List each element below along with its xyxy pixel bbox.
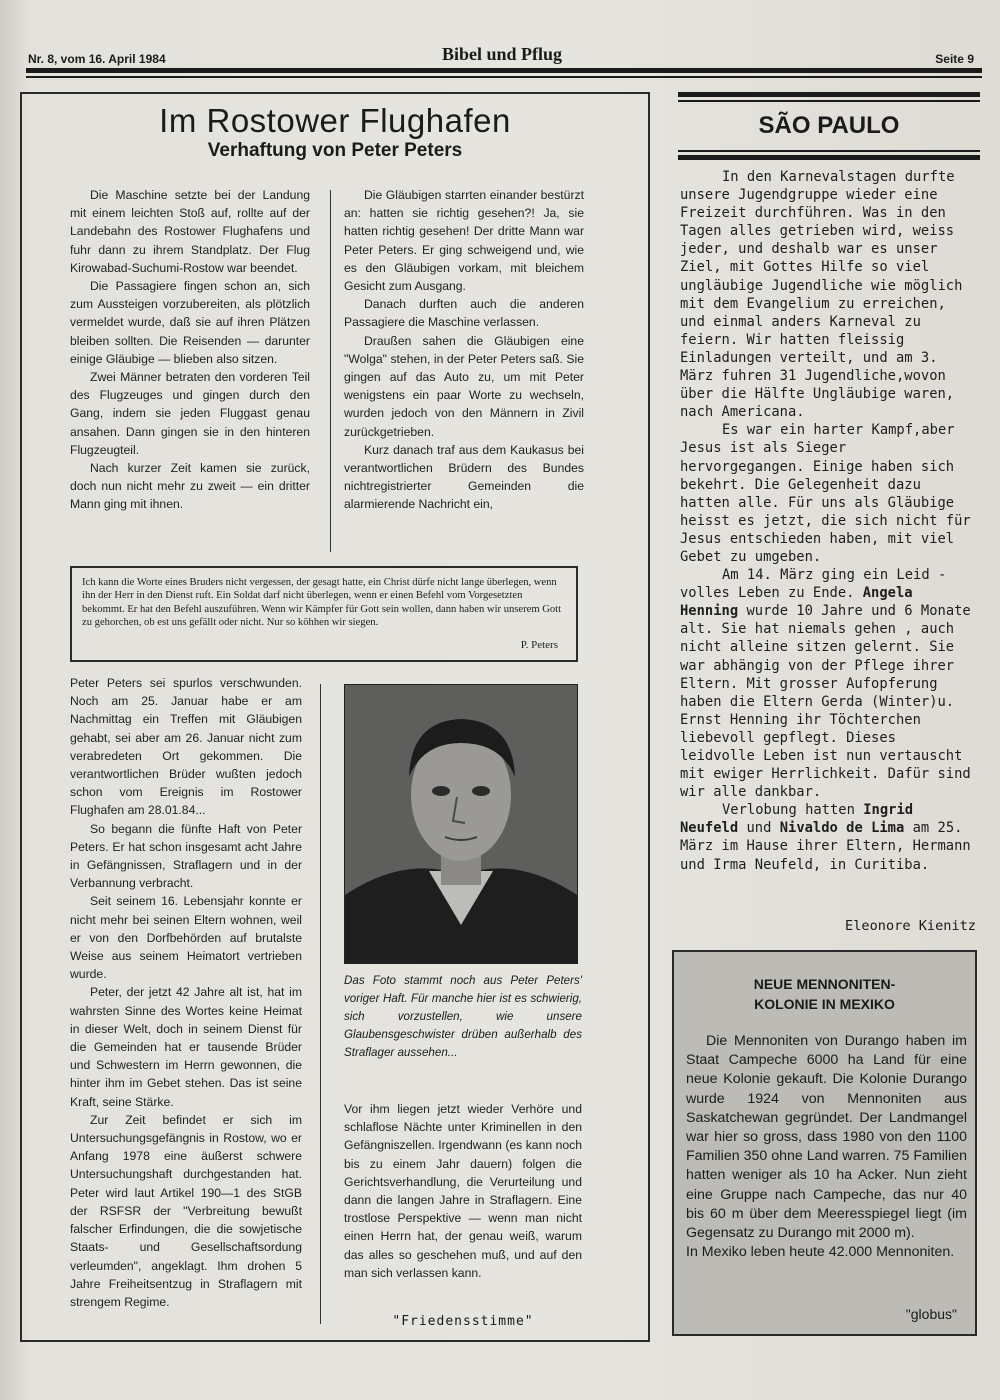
paragraph [680,566,978,801]
header-rule-thick [26,68,982,73]
text-run: und [746,820,772,837]
article-column-2 [344,186,584,514]
newspaper-title: Bibel und Pflug [441,44,563,64]
paragraph: In den Karnevalstagen durfte unsere Jugendgruppe wieder eine Freizeit durchführen. Was in den Tagen alles getrieben wird, weiss jeder, und deshalb war es unser Ziel, mit Gottes Hilfe so viel ungläubige Jugendliche wie möglich mit dem Evangelium zu erreichen, und einmal anders Karneval zu feiern. Wir hatten fleissig Einladungen verteilt, und am 3. März fuhren 31 Jugendliche,wovon über die Hälfte Ungläubige waren, nach Americana. [680,169,963,421]
text-run: Am 14. März ging ein Leid - volles Leben zu Ende. [680,567,947,602]
text-run: Verlobung hatten [722,802,855,819]
person-name: Nivaldo de Lima [779,820,905,837]
article-column-4 [344,1100,582,1282]
paragraph: In Mexiko leben heute 42.000 Mennoniten. [686,1244,955,1261]
column-divider [330,190,331,552]
person-name: Angela Henning [680,585,913,620]
paragraph: Draußen sahen die Gläubigen eine "Wolga" stehen, in der Peter Peters saß. Sie gingen auf das Auto zu, um mit Peter wenigstens ein paar Worte zu wechseln, wurden jedoch von den Männern in Zivil zurückgetrieben. [344,333,584,439]
article-subtitle: Verhaftung von Peter Peters [207,140,463,161]
article-column-1 [70,186,310,514]
text-run: am 25. März im Hause ihrer Eltern, Hermann und Irma Neufeld, in Curitiba. [680,820,971,873]
photo-caption: Das Foto stammt noch aus Peter Peters' voriger Haft. Für manche hier ist es schwierig, sich vorzustellen, wie unsere Glaubensgeschwister drüben außerhalb des Straflager aussehen... [344,974,582,1059]
mexico-news-box [672,950,977,1336]
paragraph: Peter Peters sei spurlos verschwunden. Noch am 25. Januar habe er am Nachmittag ein Treffen mit Gläubigen gehabt, sei aber am 26. Januar nicht zum verabredeten Ort gekommen. Die verantwortlichen Brüder wußten jedoch schon vom Ereignis im Rostower Flughafen am 28.01.84... [70,676,302,818]
box-source: "globus" [905,1306,957,1322]
paragraph: Vor ihm liegen jetzt wieder Verhöre und schlaflose Nächte unter Kriminellen in den Gefängniszellen. Irgendwann (es kann noch bis zu einem Jahr dauern) folgen die Gerichtsverhandlung, die Verurteilung und dann die langen Jahre in Straflagern. Eine trostlose Perspektive — wenn man nicht einen Herrn hat, der genau weiß, warum das alles so geschehen muß, und auf den man sich verlassen kann. [344,1102,582,1280]
section-heading-sao-paulo: SÃO PAULO [758,112,900,139]
section-rule [678,155,980,160]
issue-date: Nr. 8, vom 16. April 1984 [28,52,166,66]
text-run: wurde 10 Jahre und 6 Monate alt. Sie hat niemals gehen , auch nicht alleine sitzen gelernt. Sie war abhängig von der Pflege ihrer Eltern. Mit grosser Aufopferung haben die Eltern Gerda (Winter)u. Ernst Henning ihr Töchterchen liebevoll gepflegt. Dieses leidvolle Leben ist nun vertauscht mit ewiger Herrlichkeit. Dafür sind wir alle dankbar. [680,603,971,801]
section-rule [678,92,980,97]
paragraph: Die Mennoniten von Durango haben im Staat Campeche 6000 ha Land für eine neue Kolonie gekauft. Die Kolonie Durango wurde 1924 von Mennoniten aus Saskatchewan gegründet. Der Landmangel war hier so gross, dass 1980 von den 1100 Familien 350 ohne Land warren. 75 Familien hatten weniger als 10 ha Acker. Nun zieht eine Gruppe nach Campeche, das nur 40 bis 60 m über dem Meeresspiegel liegt (im Gegensatz zu Durango mit 2000 m). [686,1033,967,1242]
article-column-3 [70,674,302,1311]
quote-signature: P. Peters [520,638,558,651]
paragraph: Danach durften auch die anderen Passagiere die Maschine verlassen. [344,297,584,330]
paragraph [680,801,978,873]
header-rule-thin [26,76,982,78]
page-number: Seite 9 [935,52,974,66]
paragraph: Die Passagiere fingen schon an, sich zum Aussteigen vorzubereiten, als plötzlich vermeldet wurde, daß sie auf ihren Plätzen bleiben sollten. Die Reisenden — darunter einige Gläubige — blieben also sitzen. [70,279,310,366]
quote-text: Ich kann die Worte eines Bruders nicht vergessen, der gesagt hatte, ein Christ dürfe nicht lange überlegen, wenn ihn der Herr in den Dienst ruft. Ein Soldat darf nicht überlegen, wenn er einen Befehl vom Vorgesetzten bekommt. Er hat den Befehl auszuführen. Wenn wir Kämpfer für Gott sein wollen, dann haben wir unserem Gott zu gehorchen, ob est uns gefällt oder nicht. Nur so köhhen wir siegen. [82,577,562,629]
paragraph: Zwei Männer betraten den vorderen Teil des Flugzeuges und gingen durch den Gang, indem sie jeden Fluggast genau ansahen. Dann gingen sie in den hinteren Flugzeugteil. [70,370,310,457]
paragraph: Seit seinem 16. Lebensjahr konnte er nicht mehr bei seinen Eltern wohnen, weil er von den Dorfbehörden auf brutalste Weise aus seinem Heimatort vertrieben wurde. [70,894,302,982]
box-body [686,1032,967,1262]
paragraph: Die Maschine setzte bei der Landung mit einem leichten Stoß auf, rollte auf der Landebahn des Rostower Flughafens und fuhr dann zu ihrem Standplatz. Der Flug Kirowabad-Suchumi-Rostow war beendet. [70,188,310,275]
section-rule [678,100,980,102]
article-box [20,92,650,1342]
column-divider [320,684,321,1324]
paragraph: So begann die fünfte Haft von Peter Peters. Er hat schon insgesamt acht Jahre in Gefängnissen, Straflagern und in der Verbannung verbracht. [70,821,302,891]
section-rule [678,150,980,152]
paragraph: Kurz danach traf aus dem Kaukasus bei verantwortlichen Brüdern des Bundes nichtregistrierter Gemeinden die alarmierende Nachricht ein, [344,442,584,512]
box-heading [674,974,975,1014]
paragraph: Peter, der jetzt 42 Jahre alt ist, hat im wahrsten Sinne des Wortes keine Heimat in dieser Welt, doch in seinem Dienst für die Gemeinden hat er tausende Brüder und Schwestern im Herrn gewonnen, die hinter ihm im Gebet stehen. Das ist seine Kraft, seine Stärke. [70,985,302,1109]
sao-paulo-report [680,168,978,874]
paragraph: Es war ein harter Kampf,aber Jesus ist als Sieger hervorgegangen. Einige haben sich bekehrt. Die Gelegenheit dazu hatten alle. Für uns als Gläubige heisst es jetzt, die sich nicht für Jesus entschieden haben, mit viel Gebet zu umgeben. [680,422,971,565]
author-name: Eleonore Kienitz [845,918,976,934]
person-name: Ingrid Neufeld [680,802,914,837]
portrait-image [345,685,577,963]
heading-line: NEUE MENNONITEN- [753,976,896,992]
paragraph: Nach kurzer Zeit kamen sie zurück, doch nun nicht mehr zu zweit — ein dritter Mann ging mit ihnen. [70,461,310,512]
quote-box [70,566,578,662]
article-title: Im Rostower Flughafen [159,102,511,139]
paragraph: Die Gläubigen starrten einander bestürzt an: hatten sie richtig gesehen?! Ja, sie hatten richtig gesehen! Der dritte Mann war Peter Peters. Er ging schweigend und, wie es den Gläubigen vorkam, mit bleichem Gesicht zum Ausgang. [344,188,584,294]
heading-line: KOLONIE IN MEXIKO [754,996,895,1012]
paragraph: Zur Zeit befindet er sich im Untersuchungsgefängnis in Rostow, wo er Anfang 1978 eine äußerst schwere Untersuchungshaft durchgestanden hat. Peter wird laut Artikel 190—1 des StGB der RSFSR der "Verbreitung bewußt falscher Erfindungen, die die sowjetische Staats- und Gesellschaftsordung verleumden", angeklagt. Ihm drohen 5 Jahre Freiheitsentzug in Straflagern mit strengem Regime. [70,1112,302,1309]
portrait-photo [344,684,578,964]
source-credit: "Friedensstimme" [392,1314,534,1329]
